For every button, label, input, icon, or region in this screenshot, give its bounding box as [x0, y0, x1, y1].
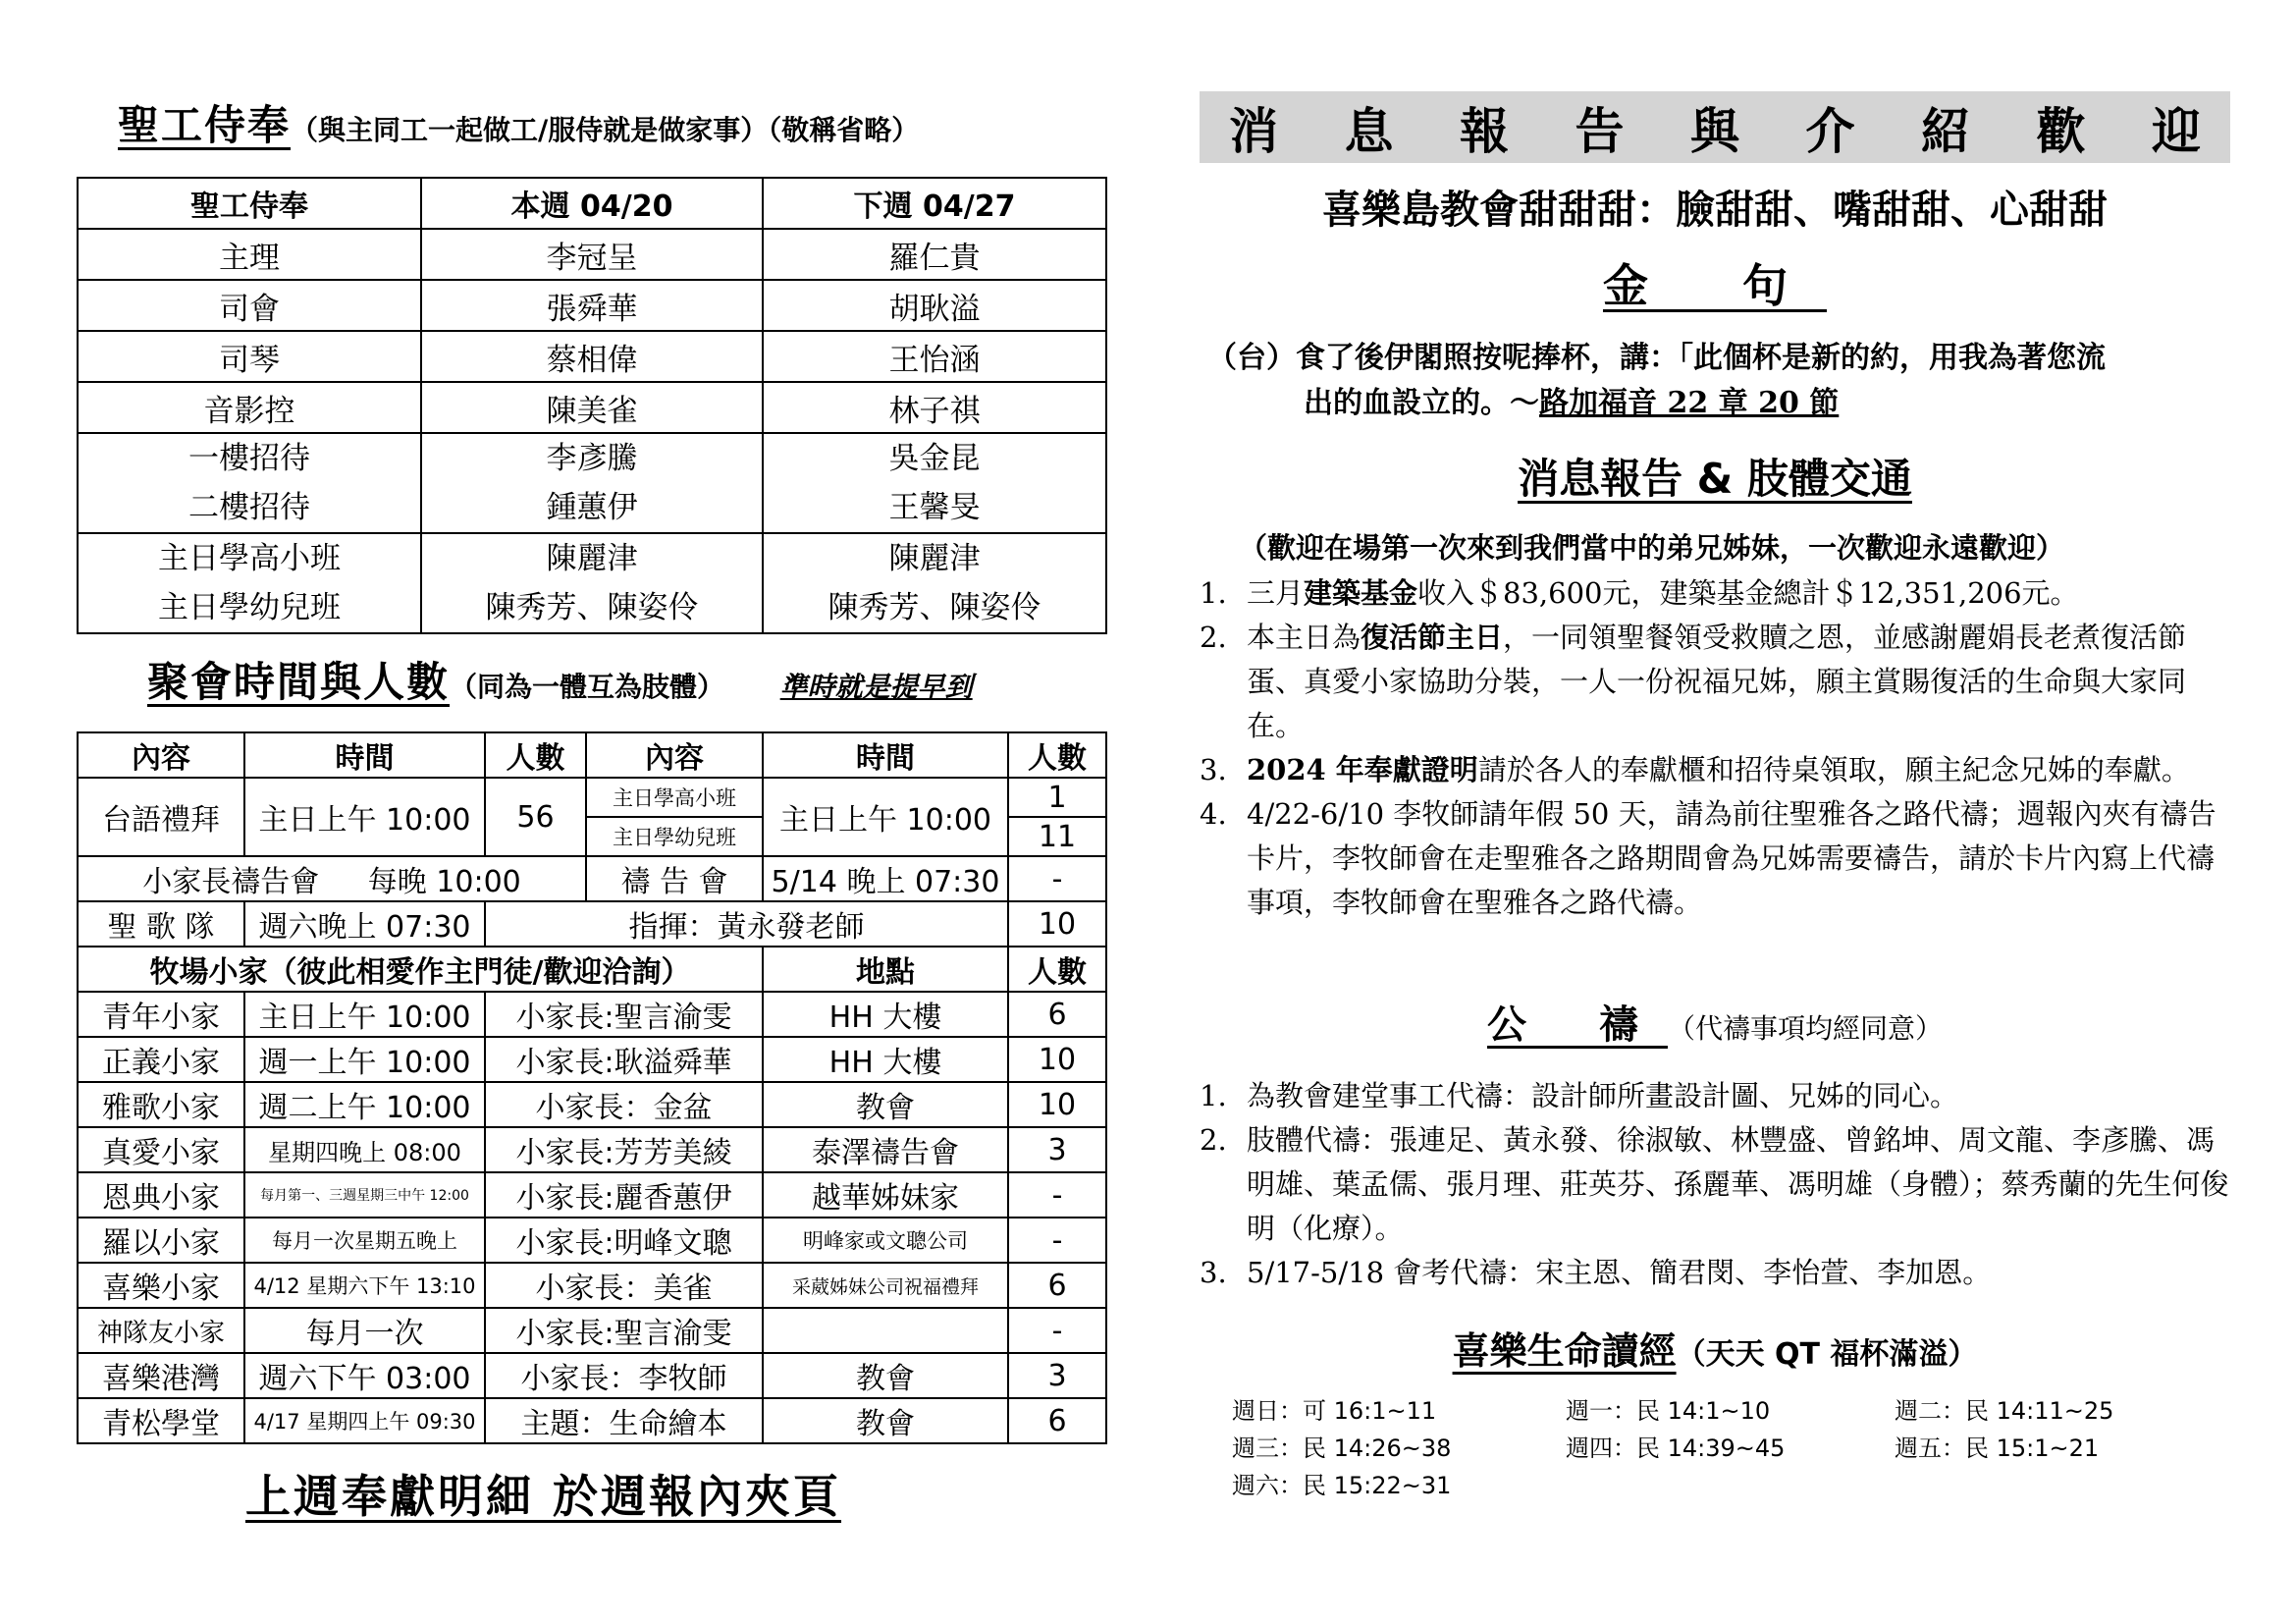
next-week-cell: 胡耿溢 [763, 280, 1106, 331]
prayer-item [1200, 1118, 2230, 1251]
reading-title: 喜樂生命讀經 [1452, 1329, 1677, 1373]
group-place [763, 1308, 1008, 1353]
prayer-heading [1200, 994, 2230, 1050]
group-name: 青年小家 [78, 992, 244, 1037]
group-place: 越華姊妹家 [763, 1172, 1008, 1218]
meeting-table [77, 731, 1107, 1444]
this-week-cell [421, 433, 763, 533]
prayer-subtitle: （代禱事項均經同意） [1667, 1012, 1943, 1045]
worship-count: 56 [485, 778, 586, 856]
group-leader: 主題：生命繪本 [485, 1398, 763, 1443]
item-text: 4/22-6/10 李牧師請年假 50 天，請為前往聖雅各之路代禱；週報內夾有禱告卡片，李牧師會在走聖雅各之路期間會為兄姊需要禱告，請於卡片內寫上代禱事項，李牧師會在聖雅各之路代禱。 [1247, 797, 2216, 919]
service-heading [118, 93, 919, 152]
role-line: 二樓招待 [188, 490, 310, 525]
item-text: 肢體代禱：張連足、黃永發、徐淑敏、林豐盛、曾銘坤、周文龍、李彥騰、馮明雄、葉孟儒、張月理、莊英芬、孫麗華、馮明雄（身體）；蔡秀蘭的先生何俊明（化療）。 [1247, 1123, 2229, 1245]
group-leader: 小家長:聖言渝雯 [485, 992, 763, 1037]
group-place: 教會 [763, 1398, 1008, 1443]
table-row [78, 778, 1106, 817]
group-time: 週一上午 10:00 [244, 1037, 485, 1082]
reading-day: 週三：民 14:26~38 [1232, 1435, 1452, 1462]
role-cell: 音影控 [78, 382, 421, 433]
name-line: 李彥騰 [546, 441, 638, 476]
verse-line-1: （台）食了後伊閣照按呢捧杯，講：「此個杯是新的約，用我為著您流 [1207, 341, 2106, 375]
header-cell: 下週 04/27 [763, 178, 1106, 229]
group-count: 6 [1008, 1398, 1106, 1443]
group-name: 真愛小家 [78, 1127, 244, 1172]
table-row [78, 1398, 1106, 1443]
item-number: 3. [1200, 1256, 1227, 1289]
this-week-cell [421, 533, 763, 633]
group-time: 每月一次星期五晚上 [244, 1218, 485, 1263]
item-number: 3. [1200, 753, 1227, 786]
news-title [1200, 447, 2230, 506]
role-line: 主日學高小班 [158, 541, 341, 576]
name-line: 陳秀芳、陳姿伶 [828, 590, 1041, 625]
group-time: 週六下午 03:00 [244, 1353, 485, 1398]
header-cell: 時間 [244, 732, 485, 778]
group-name: 神隊友小家 [78, 1308, 244, 1353]
news-item [1200, 616, 2230, 748]
choir-name: 聖 歌 隊 [78, 901, 244, 947]
item-text: 為教會建堂事工代禱：設計師所畫設計圖、兄姊的同心。 [1247, 1079, 1959, 1112]
group-place: 教會 [763, 1082, 1008, 1127]
item-text: 收入＄83,600元，建築基金總計＄12,351,206元。 [1417, 576, 2079, 610]
item-highlight: 復活節主日 [1361, 621, 1504, 654]
sunday-school-count: 1 [1008, 778, 1106, 817]
group-count: 3 [1008, 1127, 1106, 1172]
group-time: 每月第一、三週星期三中午 12:00 [244, 1172, 485, 1218]
group-name: 喜樂小家 [78, 1263, 244, 1308]
news-banner [1200, 91, 2230, 163]
group-time: 每月一次 [244, 1308, 485, 1353]
group-count: 10 [1008, 1082, 1106, 1127]
group-name: 喜樂港灣 [78, 1353, 244, 1398]
reading-day: 週六：民 15:22~31 [1232, 1472, 1452, 1499]
verse-title-text: 金 句 [1602, 259, 1827, 312]
table-row [78, 533, 1106, 633]
verse-title [1200, 250, 2230, 315]
group-header-title: 牧場小家（彼此相愛作主門徒/歡迎洽詢） [78, 947, 763, 992]
item-highlight: 建築基金 [1304, 576, 1418, 610]
item-number: 2. [1200, 621, 1227, 654]
news-list [1200, 571, 2230, 925]
news-item [1200, 792, 2230, 925]
banner-char: 歡 [2036, 102, 2086, 160]
banner-char: 消 [1229, 102, 1278, 160]
group-time: 4/12 星期六下午 13:10 [244, 1263, 485, 1308]
prayer-meeting-name: 禱 告 會 [586, 856, 763, 901]
table-row [78, 280, 1106, 331]
role-cell [78, 433, 421, 533]
group-name: 青松學堂 [78, 1398, 244, 1443]
name-line: 吳金昆 [888, 441, 981, 476]
news-item [1200, 571, 2230, 616]
banner-char: 報 [1460, 102, 1509, 160]
header-cell: 人數 [1008, 732, 1106, 778]
meeting-title: 聚會時間與人數 [147, 658, 451, 706]
sunday-school-name: 主日學高小班 [586, 778, 763, 817]
reading-heading [1200, 1321, 2230, 1375]
role-cell: 主理 [78, 229, 421, 280]
worship-name: 台語禮拜 [78, 778, 244, 856]
reading-schedule [1232, 1392, 2214, 1504]
table-row [78, 1263, 1106, 1308]
verse-line-2 [1207, 381, 2228, 426]
group-time: 主日上午 10:00 [244, 992, 485, 1037]
name-line: 陳秀芳、陳姿伶 [485, 590, 699, 625]
sunday-school-name: 主日學幼兒班 [586, 817, 763, 856]
offering-note [245, 1461, 841, 1526]
welcome-note: （歡迎在場第一次來到我們當中的弟兄姊妹，一次歡迎永遠歡迎） [1239, 531, 2065, 565]
prayer-item [1200, 1251, 2230, 1295]
group-header-row [78, 947, 1106, 992]
worship-time: 主日上午 10:00 [244, 778, 485, 856]
table-row [78, 1172, 1106, 1218]
name-line: 鍾蕙伊 [546, 490, 638, 525]
banner-char: 告 [1575, 102, 1625, 160]
group-name: 羅以小家 [78, 1218, 244, 1263]
group-count: 6 [1008, 992, 1106, 1037]
banner-char: 與 [1690, 102, 1739, 160]
table-row [78, 382, 1106, 433]
group-count: 3 [1008, 1353, 1106, 1398]
group-leader: 小家長:芳芳美綾 [485, 1127, 763, 1172]
header-cell: 聖工侍奉 [78, 178, 421, 229]
group-place: 泰澤禱告會 [763, 1127, 1008, 1172]
reading-day: 週二：民 14:11~25 [1895, 1397, 2114, 1425]
group-leader: 小家長:耿溢舜華 [485, 1037, 763, 1082]
meeting-motto: 準時就是提早到 [779, 671, 973, 703]
reading-day: 週日：可 16:1~11 [1232, 1397, 1437, 1425]
group-header-count: 人數 [1008, 947, 1106, 992]
banner-char: 介 [1805, 102, 1855, 160]
table-row [78, 1127, 1106, 1172]
prayer-leader-name: 小家長禱告會 [142, 865, 320, 899]
sunday-school-count: 11 [1008, 817, 1106, 856]
group-time: 4/17 星期四上午 09:30 [244, 1398, 485, 1443]
reading-subtitle: （天天 QT 福杯滿溢） [1676, 1337, 1978, 1372]
service-title: 聖工侍奉 [118, 101, 292, 149]
reading-day: 週一：民 14:1~10 [1566, 1397, 1771, 1425]
item-text: ，一同領聖餐領受救贖之恩，並感謝麗娟長老煮復活節蛋、真愛小家協助分裝，一人一份祝福兄姊，願主賞賜復活的生命與大家同在。 [1247, 621, 2187, 742]
header-cell: 內容 [586, 732, 763, 778]
verse-block [1207, 336, 2228, 426]
prayer-item [1200, 1074, 2230, 1118]
table-header-row [78, 732, 1106, 778]
item-text: 請於各人的奉獻櫃和招待桌領取，願主紀念兄姊的奉獻。 [1477, 753, 2190, 786]
prayer-meeting-count: - [1008, 856, 1106, 901]
header-cell: 人數 [485, 732, 586, 778]
item-text: 本主日為 [1247, 621, 1362, 654]
verse-reference: 路加福音 22 章 20 節 [1539, 386, 1840, 420]
this-week-cell: 陳美雀 [421, 382, 763, 433]
role-cell [78, 533, 421, 633]
group-name: 恩典小家 [78, 1172, 244, 1218]
table-row [78, 1308, 1106, 1353]
this-week-cell: 張舜華 [421, 280, 763, 331]
this-week-cell: 李冠呈 [421, 229, 763, 280]
header-cell: 時間 [763, 732, 1008, 778]
reading-day: 週五：民 15:1~21 [1895, 1435, 2100, 1462]
service-table [77, 177, 1107, 634]
news-title-text: 消息報告 & 肢體交通 [1518, 455, 1912, 503]
role-cell: 司會 [78, 280, 421, 331]
group-count: - [1008, 1308, 1106, 1353]
group-leader: 小家長：美雀 [485, 1263, 763, 1308]
group-time: 星期四晚上 08:00 [244, 1127, 485, 1172]
next-week-cell: 林子祺 [763, 382, 1106, 433]
choir-time: 週六晚上 07:30 [244, 901, 485, 947]
table-row [78, 992, 1106, 1037]
group-time: 週二上午 10:00 [244, 1082, 485, 1127]
group-place: 明峰家或文聰公司 [763, 1218, 1008, 1263]
next-week-cell [763, 533, 1106, 633]
item-text: 三月 [1247, 576, 1305, 610]
table-row [78, 856, 1106, 901]
group-leader: 小家長:麗香蕙伊 [485, 1172, 763, 1218]
group-place: 教會 [763, 1353, 1008, 1398]
this-week-cell: 蔡相偉 [421, 331, 763, 382]
prayer-leader-cell [78, 856, 586, 901]
news-item [1200, 748, 2230, 792]
role-line: 一樓招待 [188, 441, 310, 476]
meeting-heading [147, 650, 973, 709]
next-week-cell: 王怡涵 [763, 331, 1106, 382]
group-count: - [1008, 1218, 1106, 1263]
group-leader: 小家長：李牧師 [485, 1353, 763, 1398]
name-line: 王馨旻 [888, 490, 981, 525]
group-place: HH 大樓 [763, 992, 1008, 1037]
group-name: 雅歌小家 [78, 1082, 244, 1127]
table-row [78, 1082, 1106, 1127]
table-row [78, 1218, 1106, 1263]
slogan: 喜樂島教會甜甜甜：臉甜甜、嘴甜甜、心甜甜 [1322, 188, 2108, 233]
header-cell: 本週 04/20 [421, 178, 763, 229]
group-header-place: 地點 [763, 947, 1008, 992]
table-row [78, 1353, 1106, 1398]
offering-note-text: 上週奉獻明細 於週報內夾頁 [245, 1470, 842, 1523]
group-count: - [1008, 1172, 1106, 1218]
meeting-subtitle: （同為一體互為肢體） [450, 671, 725, 703]
group-leader: 小家長：金盆 [485, 1082, 763, 1127]
header-cell: 內容 [78, 732, 244, 778]
group-leader: 小家長:聖言渝雯 [485, 1308, 763, 1353]
service-subtitle: （與主同工一起做工/服侍就是做家事）（敬稱省略） [291, 114, 920, 146]
group-place: 采葳姊妹公司祝福禮拜 [763, 1263, 1008, 1308]
group-name: 正義小家 [78, 1037, 244, 1082]
prayer-leader-time: 每晚 10:00 [367, 865, 521, 899]
group-count: 6 [1008, 1263, 1106, 1308]
table-row [78, 1037, 1106, 1082]
role-line: 主日學幼兒班 [158, 590, 341, 625]
banner-char: 迎 [2152, 102, 2201, 160]
item-highlight: 2024 年奉獻證明 [1247, 753, 1478, 786]
banner-char: 紹 [1921, 102, 1970, 160]
prayer-title: 公 禱 [1487, 1002, 1668, 1048]
table-row [78, 229, 1106, 280]
role-cell: 司琴 [78, 331, 421, 382]
table-header-row [78, 178, 1106, 229]
name-line: 陳麗津 [546, 541, 638, 576]
sunday-school-time: 主日上午 10:00 [763, 778, 1008, 856]
group-count: 10 [1008, 1037, 1106, 1082]
table-row [78, 433, 1106, 533]
prayer-list [1200, 1074, 2230, 1295]
table-row [78, 901, 1106, 947]
group-place: HH 大樓 [763, 1037, 1008, 1082]
group-leader: 小家長:明峰文聰 [485, 1218, 763, 1263]
choir-conductor: 指揮：黃永發老師 [485, 901, 1008, 947]
item-number: 1. [1200, 576, 1227, 610]
item-number: 4. [1200, 797, 1227, 831]
item-number: 2. [1200, 1123, 1227, 1157]
reading-day: 週四：民 14:39~45 [1566, 1435, 1786, 1462]
item-text: 5/17-5/18 會考代禱：宋主恩、簡君閔、李怡萱、李加恩。 [1247, 1256, 1992, 1289]
next-week-cell [763, 433, 1106, 533]
name-line: 陳麗津 [888, 541, 981, 576]
banner-char: 息 [1344, 102, 1394, 160]
item-number: 1. [1200, 1079, 1227, 1112]
verse-text-2: 出的血設立的。～ [1304, 386, 1539, 420]
table-row [78, 331, 1106, 382]
next-week-cell: 羅仁貴 [763, 229, 1106, 280]
prayer-meeting-time: 5/14 晚上 07:30 [763, 856, 1008, 901]
choir-count: 10 [1008, 901, 1106, 947]
